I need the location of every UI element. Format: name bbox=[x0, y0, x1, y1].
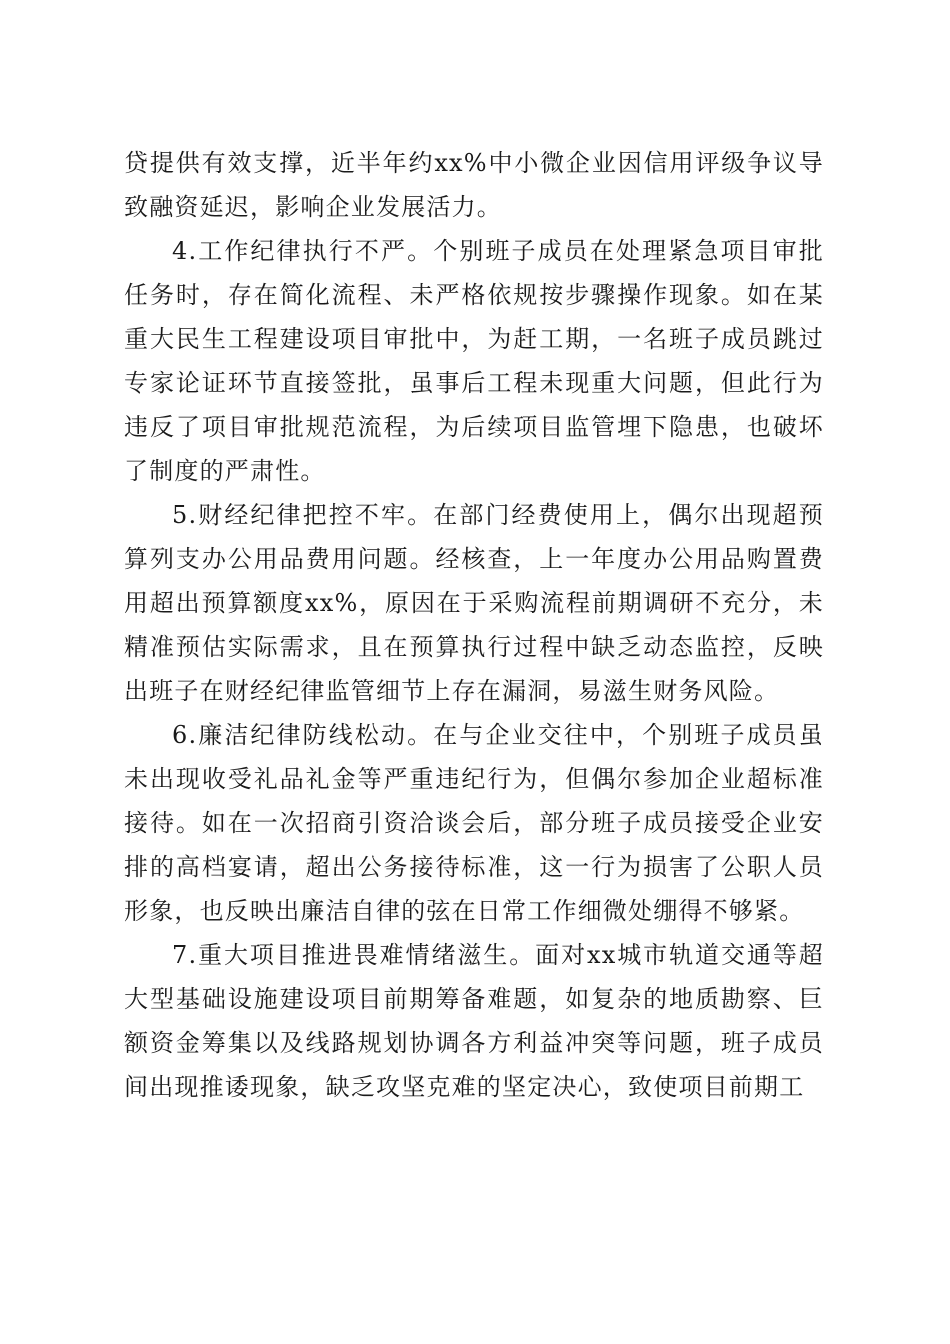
paragraph-integrity-discipline: 6.廉洁纪律防线松动。在与企业交往中，个别班子成员虽未出现收受礼品礼金等严重违纪行为，但偶尔参加企业超标准接待。如在一次招商引资洽谈会后，部分班子成员接受企业安排的高档宴请，超出公务接待标准，这一行为损害了公职人员形象，也反映出廉洁自律的弦在日常工作细微处绷得不够紧。 bbox=[124, 721, 824, 925]
paragraph-work-discipline: 4.工作纪律执行不严。个别班子成员在处理紧急项目审批任务时，存在简化流程、未严格依规按步骤操作现象。如在某重大民生工程建设项目审批中，为赶工期，一名班子成员跳过专家论证环节直接签批，虽事后工程未现重大问题，但此行为违反了项目审批规范流程，为后续项目监管埋下隐患，也破坏了制度的严肃性。 bbox=[124, 237, 824, 485]
paragraph-continuation: 贷提供有效支撑，近半年约xx%中小微企业因信用评级争议导致融资延迟，影响企业发展活力。 bbox=[124, 149, 824, 221]
paragraph-major-projects: 7.重大项目推进畏难情绪滋生。面对xx城市轨道交通等超大型基础设施建设项目前期筹备难题，如复杂的地质勘察、巨额资金筹集以及线路规划协调各方利益冲突等问题，班子成员间出现推诿现象，缺乏攻坚克难的坚定决心，致使项目前期工 bbox=[124, 941, 824, 1101]
paragraph-financial-discipline: 5.财经纪律把控不牢。在部门经费使用上，偶尔出现超预算列支办公用品费用问题。经核查，上一年度办公用品购置费用超出预算额度xx%，原因在于采购流程前期调研不充分，未精准预估实际需求，且在预算执行过程中缺乏动态监控，反映出班子在财经纪律监管细节上存在漏洞，易滋生财务风险。 bbox=[124, 501, 824, 705]
document-body bbox=[124, 141, 824, 1109]
